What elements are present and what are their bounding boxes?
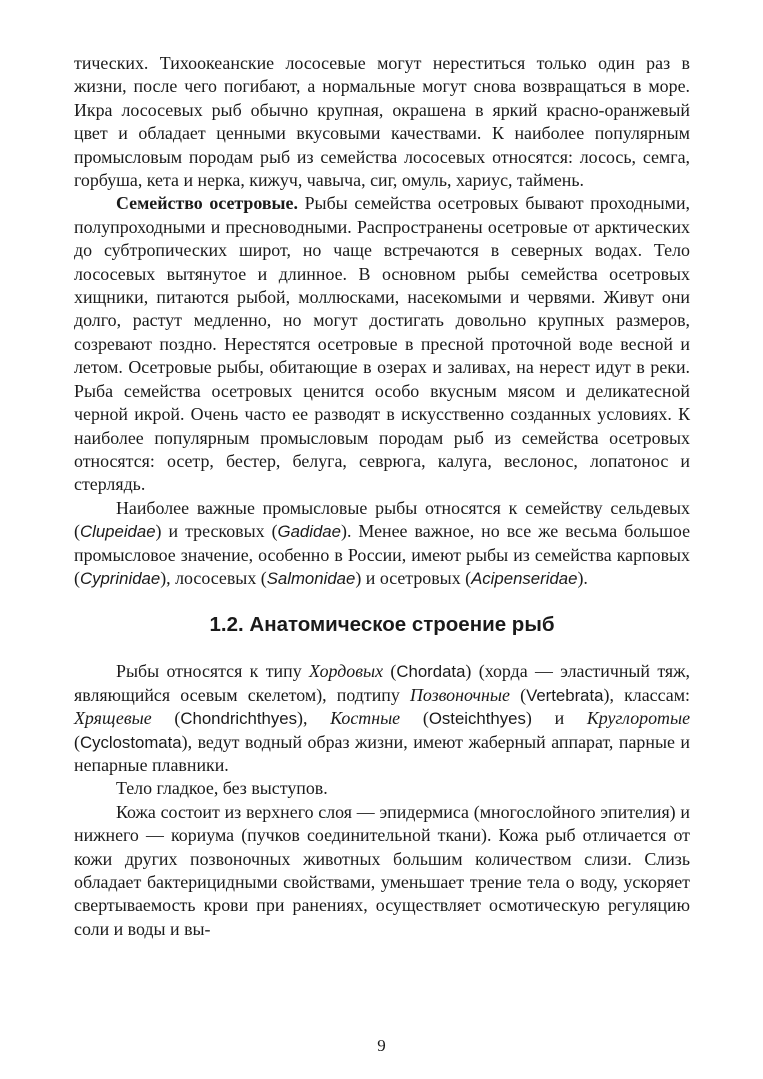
text-run: ), <box>297 708 331 729</box>
russian-term: Костные <box>330 708 401 729</box>
paragraph-sturgeon <box>74 192 690 496</box>
latin-name: Chordata <box>396 662 466 682</box>
paragraph-skin: Кожа состоит из верхнего слоя — эпидермиса (многослойного эпителия) и нижнего — кориума (пучков соединительной ткани). Кожа рыб отличается от кожи других позвоночных животных большим количеством слизи. Слизь обладает бактерицидными свойствами, уменьшает трение тела о воду, ускоряет свертываемость крови при ранениях, осуществляет осмотическую регуляцию соли и воды и вы- <box>74 801 690 939</box>
page-body <box>74 52 690 941</box>
latin-name: Osteichthyes <box>428 709 526 729</box>
text-run: ), классам: <box>603 684 690 705</box>
latin-name: Acipenseridae <box>471 568 578 588</box>
russian-term: Позвоночные <box>410 684 510 705</box>
latin-name: Cyclostomata <box>79 732 182 752</box>
page-number: 9 <box>377 1036 386 1055</box>
latin-name: Cyprinidae <box>79 568 161 588</box>
text-run: ), лососевых ( <box>160 567 267 588</box>
text-run: ( <box>400 708 429 729</box>
russian-term: Хордовых <box>309 661 384 682</box>
paragraph-classification <box>74 660 690 777</box>
latin-name: Vertebrata <box>526 685 604 705</box>
latin-name: Chondrichthyes <box>180 709 297 729</box>
sturgeon-lead: Семейство осетровые. <box>116 193 298 214</box>
paragraph-families <box>74 497 690 591</box>
russian-term: Круглоротые <box>586 708 691 729</box>
text-run: ( <box>151 708 181 729</box>
text-run: ) и тресковых ( <box>155 521 278 542</box>
text-run: ) (хорда — эластичный тяж, являющийся осевым скелетом), подтипу <box>74 661 690 705</box>
text-run: ( <box>383 661 397 682</box>
text-run: ). Менее важное, но все же весьма большое промысловое значение, особенно в России, имеют рыбы из семейства карповых ( <box>74 521 691 588</box>
latin-name: Salmonidae <box>266 568 356 588</box>
latin-name: Clupeidae <box>79 522 156 542</box>
text-run: Рыбы относятся к типу <box>116 661 309 682</box>
section-heading: 1.2. Анатомическое строение рыб <box>209 613 555 637</box>
text-run: ) и осетровых ( <box>355 567 472 588</box>
paragraph-salmon: тических. Тихоокеанские лососевые могут нереститься только один раз в жизни, после чего погибают, а нормальные могут снова возвращаться в море. Икра лососевых рыб обычно крупная, окрашена в яркий красно-оранжевый цвет и обладает ценными вкусовыми качествами. К наиболее популярным промысловым породам рыб из семейства лососевых относятся: лосось, семга, горбуша, кета и нерка, кижуч, чавыча, сиг, омуль, хариус, таймень. <box>74 53 690 191</box>
sturgeon-text: Рыбы семейства осетровых бывают проходными, полупроходными и пресноводными. Распространены осетровые от арктических до субтропических широт, но чаще встречаются в северных водах. Тело лососевых вытянутое и длинное. В основном рыбы семейства осетровых хищники, питаются рыбой, моллюсками, насекомыми и червями. Живут они долго, растут медленно, но могут достигать довольно крупных размеров, созревают поздно. Нерестятся осетровые в пресной проточной воде весной и летом. Осетровые рыбы, обитающие в озерах и заливах, на нерест идут в реки. Рыба семейства осетровых ценится особо вкусным мясом и деликатесной черной икрой. Очень часто ее разводят в искусственно созданных условиях. К наиболее популярным промысловым породам рыб из семейства осетровых относятся: осетр, бестер, белуга, севрюга, калуга, веслонос, лопатонос и стерлядь. <box>74 193 690 495</box>
russian-term: Хрящевые <box>74 708 152 729</box>
latin-name: Gadidae <box>277 522 341 542</box>
text-run: Наиболее важные промысловые рыбы относятся к семейству сельдевых ( <box>74 497 690 542</box>
text-run: ), ведут водный образ жизни, имеют жаберный аппарат, парные и непарные плавники. <box>74 731 690 775</box>
text-run: ) и <box>525 708 587 729</box>
paragraph-body: Тело гладкое, без выступов. <box>116 778 328 799</box>
text-run: ( <box>509 684 527 705</box>
text-run: ). <box>577 567 588 588</box>
text-run: ( <box>74 731 80 752</box>
